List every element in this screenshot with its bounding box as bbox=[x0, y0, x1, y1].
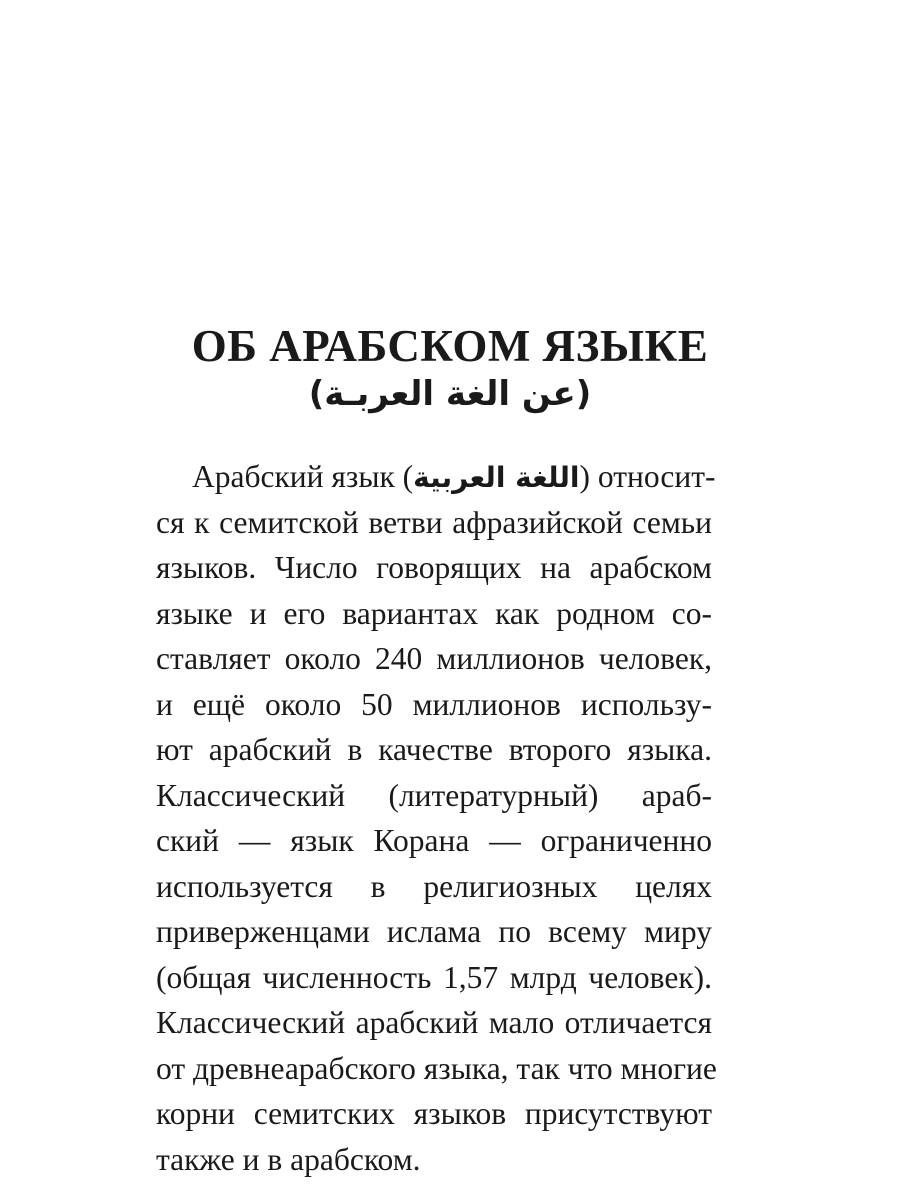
arabic-subtitle: (عن الغة العربـة) bbox=[308, 374, 592, 414]
paragraph-line: используется в религиозных целях bbox=[156, 868, 712, 904]
arabic-inline-term: اللغة العربية bbox=[413, 461, 580, 494]
paragraph-line: ставляет около 240 миллионов человек, bbox=[156, 641, 712, 676]
paragraph-line: Классический арабский мало отличается bbox=[156, 1005, 712, 1040]
paragraph-line: ют арабский в качестве второго языка. bbox=[156, 732, 712, 767]
paragraph-line: приверженцами ислама по всему миру bbox=[156, 914, 712, 949]
paragraph-line bbox=[156, 454, 716, 500]
paragraph-line: ский — язык Корана — ограниченно bbox=[156, 823, 712, 858]
paragraph-line: ся к семитской ветви афразийской семьи bbox=[156, 504, 712, 540]
paragraph-line: также и в арабском. bbox=[156, 1141, 421, 1177]
text-fragment: Арабский язык ( bbox=[192, 459, 414, 494]
paragraph-line: языке и его вариантах как родном со- bbox=[156, 595, 712, 631]
page-title: ОБ АРАБСКОМ ЯЗЫКЕ bbox=[191, 321, 709, 371]
text-fragment: ) относит- bbox=[579, 459, 716, 494]
body-paragraph bbox=[156, 454, 717, 1182]
paragraph-line: от древнеарабского языка, так что многие bbox=[156, 1050, 717, 1086]
paragraph-line: корни семитских языков присутствуют bbox=[156, 1096, 712, 1131]
paragraph-line: Классический (литературный) араб- bbox=[156, 777, 712, 813]
paragraph-line: (общая численность 1,57 млрд человек). bbox=[156, 959, 712, 995]
paragraph-line: языков. Число говорящих на арабском bbox=[156, 550, 712, 585]
paragraph-line: и ещё около 50 миллионов использу- bbox=[156, 686, 712, 722]
